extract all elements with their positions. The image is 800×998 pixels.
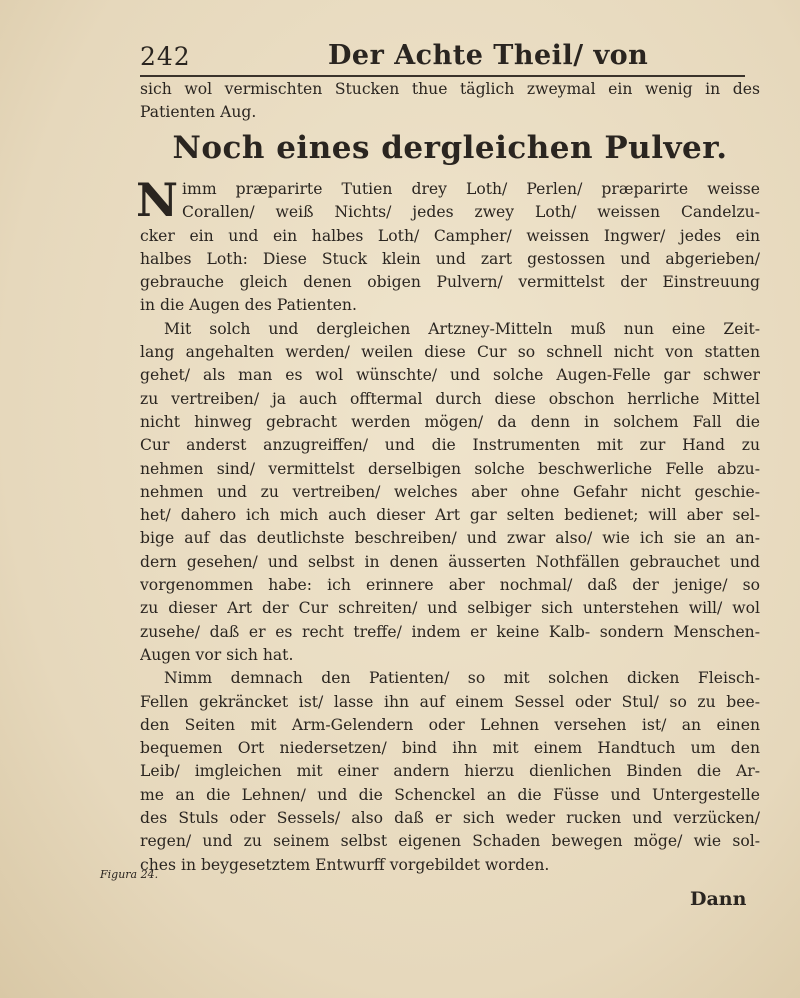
figure-margin-note: Figura 24. — [100, 868, 159, 881]
text-line: gebrauche gleich denen obigen Pulvern/ vermittelst der Einstreuung — [140, 273, 760, 292]
text-line: vorgenommen habe: ich erinnere aber nochmal/ daß der jenige/ so — [140, 576, 760, 595]
text-line: nehmen sind/ vermittelst derselbigen solche beschwerliche Felle abzu- — [140, 459, 760, 478]
text-line: imm præparirte Tutien drey Loth/ Perlen/ præparirte weisse — [182, 180, 760, 198]
text-line: Corallen/ weiß Nichts/ jedes zwey Loth/ weissen Candelzu- — [182, 203, 760, 222]
text-line: zusehe/ daß er es recht treffe/ indem er keine Kalb- sondern Menschen- — [140, 622, 760, 641]
text-line: gehet/ als man es wol wünschte/ und solche Augen-Felle gar schwer — [140, 366, 760, 385]
text-line: nehmen und zu vertreiben/ welches aber ohne Gefahr nicht geschie- — [140, 482, 760, 501]
text-line: nicht hinweg gebracht werden mögen/ da denn in solchem Fall die — [140, 412, 760, 431]
intro-text — [140, 78, 760, 123]
text-line: bige auf das deutlichste beschreiben/ und zwar also/ wie ich sie an an- — [140, 529, 760, 548]
text-line: bequemen Ort niedersetzen/ bind ihn mit einem Handtuch um den — [140, 739, 760, 758]
text-line: den Seiten mit Arm-Gelendern oder Lehnen versehen ist/ an einen — [140, 715, 760, 734]
text-line: me an die Lehnen/ und die Schenckel an die Füsse und Untergestelle — [140, 785, 760, 804]
catchword: Dann — [690, 888, 747, 910]
text-line: Fellen gekräncket ist/ lasse ihn auf einem Sessel oder Stul/ so zu bee- — [140, 692, 760, 711]
text-line: in die Augen des Patienten. — [140, 296, 357, 315]
running-title: Der Achte Theil/ von — [328, 40, 649, 71]
main-text — [136, 173, 760, 877]
text-line: Nimm demnach den Patienten/ so mit solchen dicken Fleisch- — [164, 669, 760, 688]
text-line: het/ dahero ich mich auch dieser Art gar selten bedienet; will aber sel- — [140, 506, 760, 525]
text-line: ches in beygesetztem Entwurff vorgebildet worden. — [140, 855, 550, 874]
text-line: zu vertreiben/ ja auch offtermal durch diese obschon herrliche Mittel — [140, 389, 760, 408]
text-line: zu dieser Art der Cur schreiten/ und selbiger sich unterstehen will/ wol — [140, 599, 760, 618]
text-line: halbes Loth: Diese Stuck klein und zart gestossen und abgerieben/ — [140, 249, 760, 268]
section-heading: Noch eines dergleichen Pulver. — [172, 130, 728, 166]
text-line: Leib/ imgleichen mit einer andern hierzu dienlichen Binden die Ar- — [140, 762, 760, 781]
paragraph — [140, 318, 760, 667]
text-line: cker ein und ein halbes Loth/ Campher/ weissen Ingwer/ jedes ein — [140, 226, 760, 245]
text-line: des Stuls oder Sessels/ also daß er sich weder rucken und verzücken/ — [140, 809, 760, 828]
text-line: Patienten Aug. — [140, 102, 257, 121]
recipe-paragraph — [136, 173, 760, 318]
header-rule — [140, 75, 745, 77]
paragraph — [140, 667, 760, 877]
page-header — [140, 40, 750, 74]
text-line: sich wol vermischten Stucken thue täglich zweymal ein wenig in des — [140, 80, 760, 98]
text-line: dern gesehen/ und selbst in denen äusserten Nothfällen gebrauchet und — [140, 552, 760, 571]
text-line: Cur anderst anzugreiffen/ und die Instrumenten mit zur Hand zu — [140, 436, 760, 455]
text-line: lang angehalten werden/ weilen diese Cur so schnell nicht von statten — [140, 343, 760, 362]
text-line: Mit solch und dergleichen Artzney-Mitteln muß nun eine Zeit- — [164, 319, 760, 338]
page-number: 242 — [140, 42, 191, 71]
text-line: Augen vor sich hat. — [140, 645, 294, 664]
text-line: regen/ und zu seinem selbst eigenen Schaden bewegen möge/ wie sol- — [140, 832, 760, 851]
drop-cap: N — [136, 173, 179, 227]
